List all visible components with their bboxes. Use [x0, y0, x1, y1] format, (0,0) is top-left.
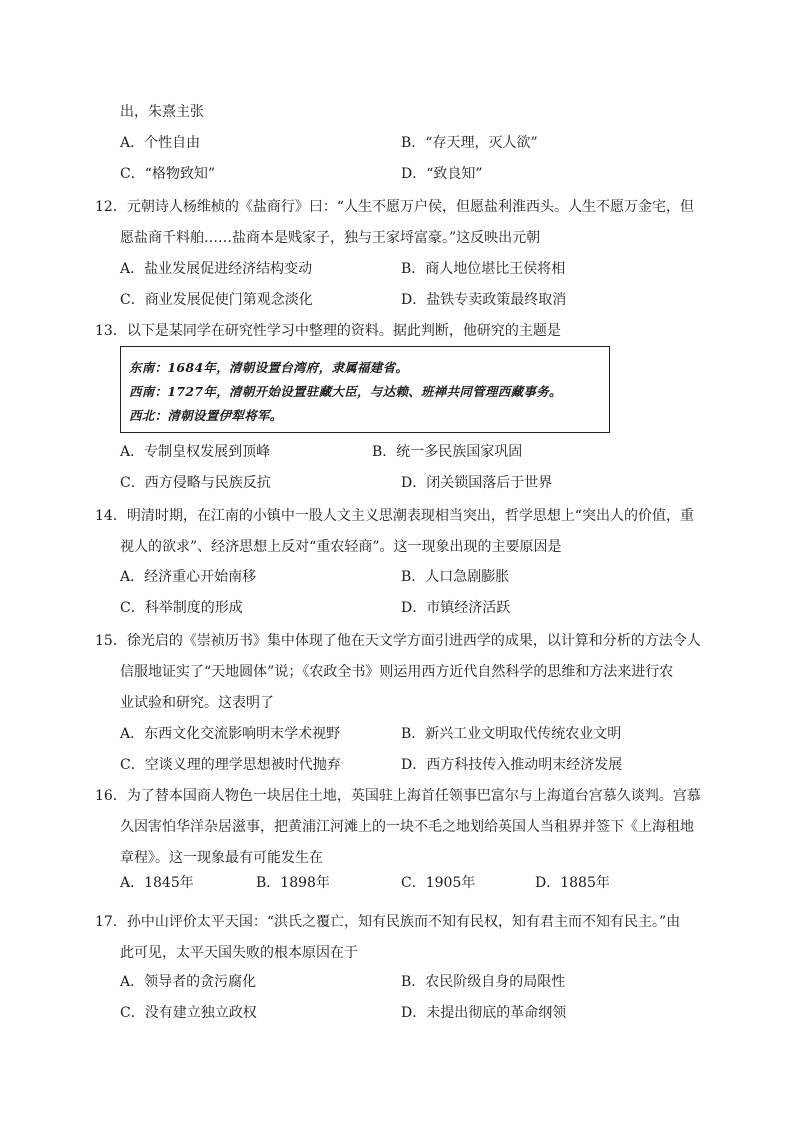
q13-material-line: 西北：清朝设置伊犁将军。 — [129, 408, 283, 423]
q13-material-box — [120, 346, 610, 433]
q16-stem-line: 16．为了替本国商人物色一块居住土地，英国驻上海首任领事巴富尔与上海道台宫慕久谈判。宫慕 — [95, 788, 701, 804]
q15-option-c: C．空谈义理的理学思想被时代抛弃 — [120, 757, 341, 773]
q16-stem-line: 久因害怕华洋杂居滋事，把黄浦江河滩上的一块不毛之地划给英国人当租界并签下《上海租地 — [120, 819, 694, 835]
q13-stem-line: 13．以下是某同学在研究性学习中整理的资料。据此判断，他研究的主题是 — [95, 323, 561, 339]
q14-option-a: A．经济重心开始南移 — [120, 569, 257, 585]
q15-stem-line: 信服地证实了“天地圆体”说；《农政全书》则运用西方近代自然科学的思维和方法来进行农 — [120, 664, 674, 680]
q11-option-c: C．“格物致知” — [120, 166, 216, 182]
q15-stem-line: 业试验和研究。这表明了 — [120, 695, 274, 711]
q17-stem-line: 此可见，太平天国失败的根本原因在于 — [120, 945, 358, 961]
q12-stem-line: 12．元朝诗人杨维桢的《盐商行》曰：“人生不愿万户侯，但愿盐利淮西头。人生不愿万金宅，但 — [95, 199, 694, 215]
q14-option-b: B．人口急剧膨胀 — [401, 569, 510, 585]
q12-option-b: B．商人地位堪比王侯将相 — [401, 261, 566, 277]
q15-option-d: D．西方科技传入推动明末经济发展 — [401, 757, 623, 773]
q15-stem-line: 15．徐光启的《崇祯历书》集中体现了他在天文学方面引进西学的成果，以计算和分析的方法令人 — [95, 633, 701, 649]
q12-option-d: D．盐铁专卖政策最终取消 — [401, 292, 567, 308]
q14-stem-line: 视人的欲求”、经济思想上反对“重农轻商”。这一现象出现的主要原因是 — [120, 539, 562, 555]
q16-option-c: C．1905年 — [401, 875, 476, 891]
q16-option-d: D．1885年 — [535, 875, 610, 891]
q17-option-c: C．没有建立独立政权 — [120, 1005, 257, 1021]
q13-material-line: 西南：1727年，清朝开始设置驻藏大臣，与达赖、班禅共同管理西藏事务。 — [129, 384, 562, 399]
q17-stem-line: 17．孙中山评价太平天国：“洪氏之覆亡，知有民族而不知有民权，知有君主而不知有民主。”由 — [95, 914, 681, 930]
q17-option-d: D．未提出彻底的革命纲领 — [401, 1005, 567, 1021]
q15-option-b: B．新兴工业文明取代传统农业文明 — [401, 726, 622, 742]
q13-option-b: B．统一多民族国家巩固 — [372, 444, 523, 460]
q16-option-a: A．1845年 — [120, 875, 194, 891]
q13-option-c: C．西方侵略与民族反抗 — [120, 475, 271, 491]
q17-option-b: B．农民阶级自身的局限性 — [401, 974, 566, 990]
q13-option-a: A．专制皇权发展到顶峰 — [120, 444, 271, 460]
q17-option-a: A．领导者的贪污腐化 — [120, 974, 257, 990]
q11-option-b: B．“存天理，灭人欲” — [401, 135, 538, 151]
q16-option-b: B．1898年 — [256, 875, 330, 891]
q16-stem-line: 章程》。这一现象最有可能发生在 — [120, 850, 323, 866]
intro-line: 出，朱熹主张 — [120, 104, 204, 120]
q13-material-line: 东南：1684年，清朝设置台湾府，隶属福建省。 — [129, 360, 409, 375]
q12-option-a: A．盐业发展促进经济结构变动 — [120, 261, 313, 277]
q14-option-d: D．市镇经济活跃 — [401, 600, 511, 616]
q12-option-c: C．商业发展促使门第观念淡化 — [120, 292, 313, 308]
q11-option-a: A．个性自由 — [120, 135, 201, 151]
q14-stem-line: 14．明清时期，在江南的小镇中一股人文主义思潮表现相当突出，哲学思想上“突出人的价值，重 — [95, 508, 694, 524]
q13-option-d: D．闭关锁国落后于世界 — [401, 475, 553, 491]
q15-option-a: A．东西文化交流影响明末学术视野 — [120, 726, 341, 742]
q12-stem-line: 愿盐商千料舶……盐商本是贱家子，独与王家埒富豪。”这反映出元朝 — [120, 230, 541, 246]
q14-option-c: C．科举制度的形成 — [120, 600, 243, 616]
q11-option-d: D．“致良知” — [401, 166, 483, 182]
